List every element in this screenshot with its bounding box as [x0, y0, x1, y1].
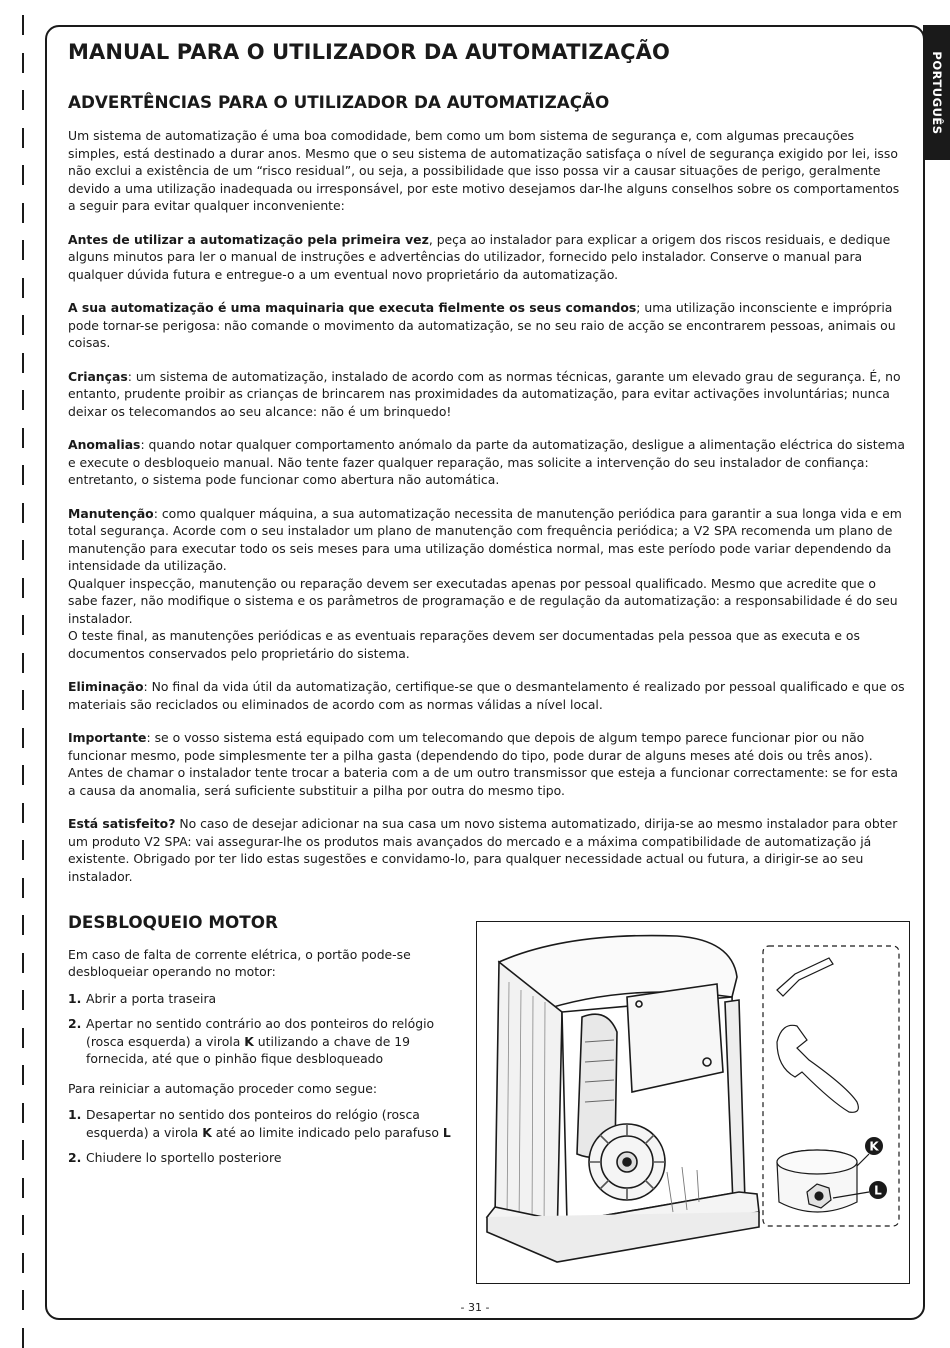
binding-mark: [22, 878, 24, 898]
paragraph-maintenance-3: O teste final, as manutenções periódicas e as eventuais reparações devem ser documentadas pela pessoa que as executa e os documentos conservados pelo proprietário do sistema.: [68, 628, 860, 661]
step-number: 2.: [68, 1150, 82, 1165]
paragraph-maintenance-2: Qualquer inspecção, manutenção ou reparação devem ser executadas apenas por pessoal qualificado. Mesmo que acredite que o sabe fazer, não modifique o sistema e os parâmetros de programação e de regulação da automatização: a responsabilidade é do seu instalador.: [68, 575, 898, 626]
step-text: Desapertar no sentido dos ponteiros do relógio (rosca esquerda) a virola: [86, 1107, 420, 1140]
paragraph-important: [68, 729, 908, 764]
binding-mark: [22, 1178, 24, 1198]
ring-label-k: K: [202, 1124, 212, 1140]
binding-mark: [22, 1140, 24, 1160]
hex-key-icon: [777, 958, 833, 996]
section-title-warnings: ADVERTÊNCIAS PARA O UTILIZADOR DA AUTOMATIZAÇÃO: [68, 92, 610, 112]
binding-mark: [22, 165, 24, 185]
intro-paragraph: Um sistema de automatização é uma boa comodidade, bem como um bom sistema de segurança e, com algumas precauções simples, está destinado a durar anos. Mesmo que o seu sistema de automatização satisfaça o nível de segurança exigido por lei, isso não exclui a existência de um “risco residual”, ou seja, a possibilidade que isso possa vir a causar situações de perigo, geralmente devido a uma utilização inadequada ou irresponsável, por este motivo desejamos dar-lhe alguns conselhos sobre os comportamentos a seguir para evitar qualquer inconveniente:: [68, 128, 900, 213]
binding-mark: [22, 540, 24, 560]
paragraph-lead: Está satisfeito?: [68, 816, 176, 831]
step-text: Chiudere lo sportello posteriore: [86, 1150, 282, 1165]
step-text: Apertar no sentido contrário ao dos ponteiros do relógio (rosca esquerda) a virola: [86, 1016, 435, 1049]
spanner-wrench-icon: [777, 1025, 858, 1112]
ring-label-k: K: [244, 1033, 254, 1049]
list-item: [68, 1106, 458, 1141]
page-number: - 31 -: [460, 1301, 490, 1314]
binding-mark: [22, 278, 24, 298]
paragraph-machinery: [68, 299, 908, 352]
motor-housing: [487, 936, 759, 1262]
paragraph-text: : se o vosso sistema está equipado com um telecomando que depois de algum tempo parece funcionar pior ou não funcionar mesmo, pode simplesmente ter a pilha gasta (dependendo do tipo, pode durar de alguns meses até dois ou três anos).: [68, 730, 873, 763]
paragraph-lead: Eliminação: [68, 679, 144, 694]
paragraph-lead: Importante: [68, 730, 147, 745]
paragraph-satisfied: [68, 815, 908, 885]
list-item: [68, 1149, 458, 1167]
list-item: [68, 990, 458, 1008]
paragraph-lead: Crianças: [68, 368, 128, 384]
motor-illustration-svg: [477, 922, 909, 1283]
section-title-unlock: DESBLOQUEIO MOTOR: [68, 912, 278, 932]
motor-unlock-illustration: [476, 921, 910, 1284]
paragraph-text: : No final da vida útil da automatização, certifique-se que o desmantelamento é realizado por pessoal qualificado e que os materiais são reciclados ou eliminados de acordo com as normas válidas a nível local.: [68, 679, 905, 712]
step-text: utilizando a chave de 19 fornecida, até que o pinhão fique desbloqueado: [86, 1033, 411, 1066]
binding-mark: [22, 1328, 24, 1348]
step-number: 1.: [68, 1107, 82, 1122]
binding-mark: [22, 1103, 24, 1123]
binding-mark: [22, 353, 24, 373]
binding-mark: [22, 1215, 24, 1235]
binding-mark: [22, 1065, 24, 1085]
unlock-steps: [68, 990, 458, 1068]
paragraph-text: ; uma utilização inconsciente e imprópria pode tornar-se perigosa: não comande o movimento da automatização, se no seu raio de acção se encontrarem pessoas, animais ou coisas.: [68, 300, 896, 350]
binding-marks: [0, 0, 40, 1343]
binding-mark: [22, 203, 24, 223]
paragraph-important-2: Antes de chamar o instalador tente trocar a bateria com a de um outro transmissor que esteja a funcionar correctamente: se for esta a causa da anomalia, será suficiente substituir a pilha por outra do mesmo tipo.: [68, 765, 898, 798]
step-number: 2.: [68, 1016, 82, 1031]
reset-steps: [68, 1106, 458, 1167]
paragraph-anomalies: [68, 436, 908, 489]
binding-mark: [22, 390, 24, 410]
language-tab: [923, 25, 950, 160]
paragraph-disposal: [68, 678, 908, 713]
reset-intro: Para reiniciar a automação proceder como segue:: [68, 1080, 378, 1096]
binding-mark: [22, 465, 24, 485]
paragraph-text: : quando notar qualquer comportamento anómalo da parte da automatização, desligue a alimentação eléctrica do sistema e execute o desbloqueio manual. Não tente fazer qualquer reparação, mas solicite a intervenção do seu instalador de confiança: entretanto, o sistema pode funcionar como abertura não automática.: [68, 437, 905, 487]
binding-mark: [22, 803, 24, 823]
binding-mark: [22, 90, 24, 110]
binding-mark: [22, 128, 24, 148]
binding-mark: [22, 653, 24, 673]
binding-mark: [22, 428, 24, 448]
binding-mark: [22, 990, 24, 1010]
paragraph-text: , peça ao instalador para explicar a origem dos riscos residuais, e dedique alguns minutos para ler o manual de instruções e advertências do utilizador, fornecido pelo instalador. Conserve o manual para qualquer dúvida futura e entregue-o a um eventual novo proprietário da automatização.: [68, 231, 891, 282]
binding-mark: [22, 915, 24, 935]
paragraph-lead: Manutenção: [68, 505, 154, 521]
list-item: [68, 1015, 458, 1068]
binding-mark: [22, 690, 24, 710]
binding-mark: [22, 1253, 24, 1273]
page-title: MANUAL PARA O UTILIZADOR DA AUTOMATIZAÇÃO: [68, 40, 670, 64]
binding-mark: [22, 728, 24, 748]
binding-mark: [22, 765, 24, 785]
step-number: 1.: [68, 990, 82, 1006]
unlock-section: [68, 914, 458, 1179]
screw-label-l: L: [442, 1124, 451, 1140]
figure-label-k: K: [869, 1139, 879, 1154]
binding-mark: [22, 840, 24, 860]
binding-mark: [22, 1028, 24, 1048]
warnings-body: [68, 127, 908, 901]
binding-mark: [22, 315, 24, 335]
language-tab-label: PORTUGUÊS: [929, 50, 944, 135]
paragraph-text: : como qualquer máquina, a sua automatização necessita de manutenção periódica para garantir a sua longa vida e em total segurança. Acorde com o seu instalador um plano de manutenção com frequência periódica; a V2 SPA recomenda um plano de manutenção para executar todo os seis meses para uma utilização doméstica normal, mas este período pode variar dependendo da intensidade da utilização.: [68, 505, 902, 573]
figure-label-l: L: [874, 1183, 882, 1198]
step-text: até ao limite indicado pelo parafuso: [211, 1124, 443, 1140]
binding-mark: [22, 240, 24, 260]
paragraph-children: [68, 368, 908, 421]
binding-mark: [22, 615, 24, 635]
paragraph-lead: Antes de utilizar a automatização pela primeira vez: [68, 231, 429, 247]
paragraph-text: No caso de desejar adicionar na sua casa um novo sistema automatizado, dirija-se ao mesmo instalador para obter um produto V2 SPA: vai assegurar-lhe os produtos mais avançados do mercado e a máxima compatibilidade de automatização já existente. Obrigado por ter lido estas sugestões e convidamo-lo, para qualquer necessidade actual ou futura, a dirigir-se ao seu instalador.: [68, 816, 898, 884]
paragraph-before-use: [68, 231, 908, 284]
unlock-intro: Em caso de falta de corrente elétrica, o portão pode-se desbloqueiar operando no motor:: [68, 946, 411, 979]
label-l-badge: [869, 1181, 887, 1199]
binding-mark: [22, 503, 24, 523]
paragraph-maintenance: [68, 505, 908, 575]
paragraph-lead: Anomalias: [68, 437, 141, 452]
binding-mark: [22, 53, 24, 73]
binding-mark: [22, 578, 24, 598]
binding-mark: [22, 953, 24, 973]
paragraph-text: : um sistema de automatização, instalado de acordo com as normas técnicas, garante um elevado grau de segurança. É, no entanto, prudente proibir as crianças de brincarem nas proximidades da automatização, para evitar activações involuntárias; nunca deixar os telecomandos ao seu alcance: não é um brinquedo!: [68, 368, 901, 419]
binding-mark: [22, 15, 24, 35]
step-text: Abrir a porta traseira: [86, 990, 217, 1006]
paragraph-lead: A sua automatização é uma maquinaria que executa fielmente os seus comandos: [68, 300, 637, 315]
label-k-badge: [865, 1137, 883, 1155]
